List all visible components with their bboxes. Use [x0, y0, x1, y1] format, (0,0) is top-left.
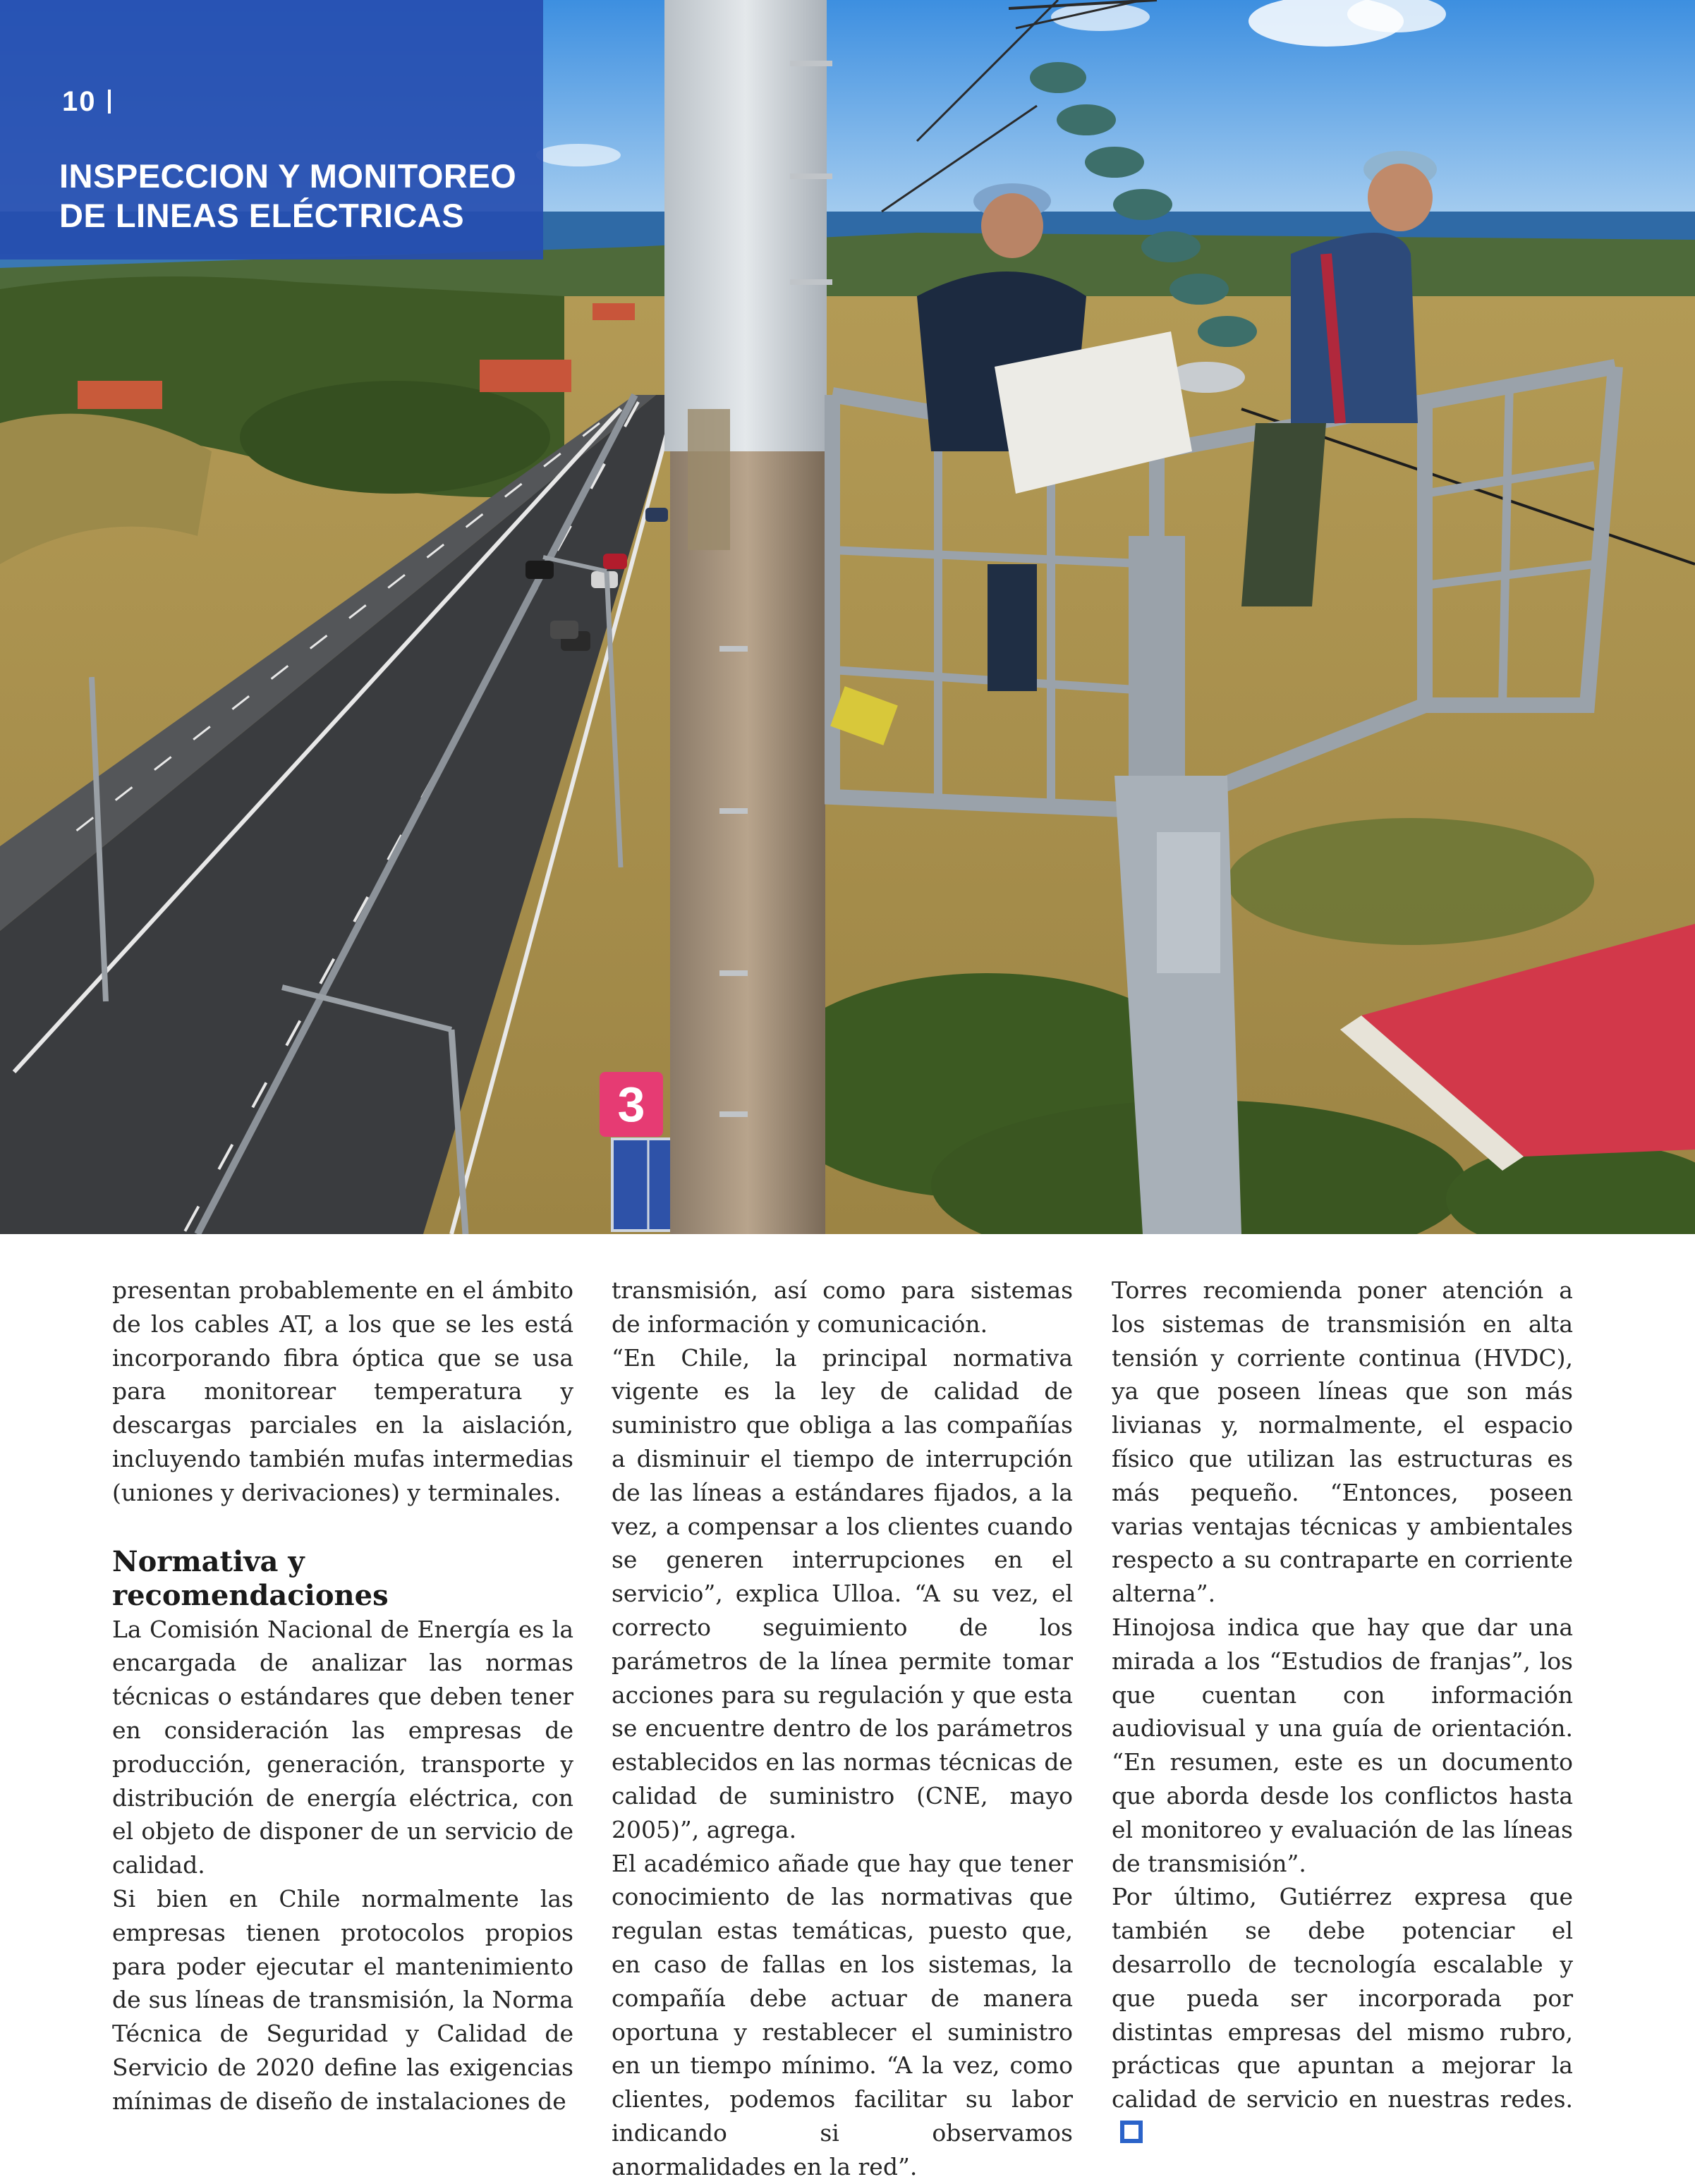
end-of-article-icon: [1120, 2121, 1143, 2143]
paragraph: La Comisión Nacional de Energía es la encargada de analizar las normas técnicas o estándares que deben tener en consideración las empresas de producción, generación, transporte y distribución de energía eléctrica, con el objeto de disponer de un servicio de calidad.: [112, 1615, 573, 1879]
page-number-value: 10: [62, 86, 97, 117]
article-column-3: [1112, 1274, 1573, 2150]
paragraph: El académico añade que hay que tener conocimiento de las normativas que regulan estas temáticas, puesto que, en caso de fallas en los sistemas, la compañía debe actuar de manera oportuna y restablecer el suministro en un tiempo mínimo. “A la vez, como clientes, podemos facilitar su labor indicando si observamos anormalidades en la red”.: [612, 1849, 1073, 2180]
page-number-divider: [108, 90, 111, 114]
section-header: [0, 0, 543, 260]
subheading: Normativa y recomendaciones: [112, 1544, 389, 1612]
paragraph: transmisión, así como para sistemas de información y comunicación.: [612, 1276, 1073, 1338]
section-title: [59, 157, 539, 236]
page-number: [62, 86, 111, 118]
section-title-line2: DE LINEAS ELÉCTRICAS: [59, 197, 465, 234]
paragraph: Si bien en Chile normalmente las empresas tienen protocolos propios para poder ejecutar el mantenimiento de sus líneas de transmisión, la Norma Técnica de Seguridad y Calidad de Servicio de 2020 define las exigencias mínimas de diseño de instalaciones de: [112, 1884, 573, 2115]
paragraph-final-text: Por último, Gutiérrez expresa que también se debe potenciar el desarrollo de tecnología escalable y que pueda ser incorporada por distintas empresas del mismo rubro, prácticas que apuntan a mejorar la calidad de servicio en nuestras redes.: [1112, 1883, 1573, 2113]
paragraph: presentan probablemente en el ámbito de los cables AT, a los que se les está incorporando fibra óptica que se usa para monitorear temperatura y descargas parciales en la aislación, incluyendo también mufas intermedias (uniones y derivaciones) y terminales.: [112, 1276, 573, 1506]
sign-number: 3: [617, 1077, 645, 1132]
article-column-2: [612, 1274, 1073, 2184]
section-title-line1: INSPECCION Y MONITOREO: [59, 157, 517, 195]
paragraph-final: [1112, 1880, 1573, 2149]
paragraph: “En Chile, la principal normativa vigente es la ley de calidad de suministro que obliga a las compañías a disminuir el tiempo de interrupción de las líneas a estándares fijados, a la vez, a compensar a los clientes cuando se generen interrupciones en el servicio”, explica Ulloa. “A su vez, el correcto seguimiento de los parámetros de la línea permite tomar acciones para su regulación y que esta se encuentre dentro de los parámetros establecidos en las normas técnicas de calidad de suministro (CNE, mayo 2005)”, agrega.: [612, 1343, 1073, 1843]
paragraph: Hinojosa indica que hay que dar una mirada a los “Estudios de franjas”, los que cuentan con información audiovisual y una guía de orientación. “En resumen, este es un documento que aborda desde los conflictos hasta el monitoreo y evaluación de las líneas de transmisión”.: [1112, 1613, 1573, 1877]
paragraph: Torres recomienda poner atención a los sistemas de transmisión en alta tensión y corriente continua (HVDC), ya que poseen líneas que son más livianas y, normalmente, el espacio físico que utilizan las estructuras es más pequeño. “Entonces, poseen varias ventajas técnicas y ambientales respecto a su contraparte en corriente alterna”.: [1112, 1276, 1573, 1608]
article-column-1: [112, 1274, 573, 2118]
